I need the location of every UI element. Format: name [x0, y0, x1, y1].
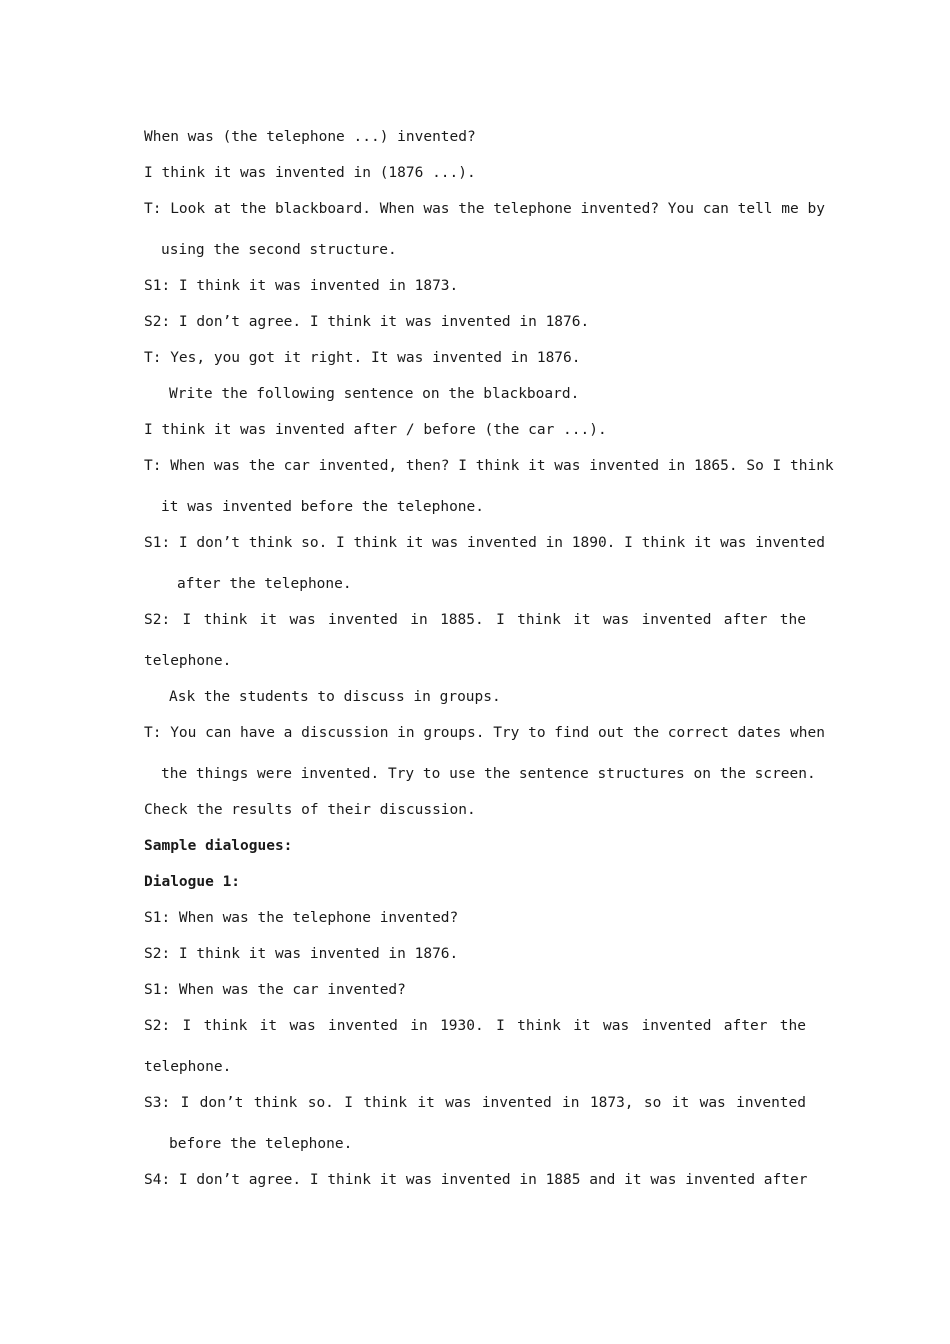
text-line: Check the results of their discussion.	[144, 802, 476, 818]
text-line: telephone.	[144, 653, 232, 669]
text-line: I think it was invented in (1876 ...).	[144, 165, 476, 181]
text-line: T: Look at the blackboard. When was the telephone invented? You can tell me by	[144, 201, 825, 217]
section-heading: Sample dialogues:	[144, 838, 293, 854]
text-line: S1: When was the car invented?	[144, 982, 406, 998]
text-line: S2: I think it was invented in 1885. I think it was invented after the	[144, 612, 806, 628]
text-line: after the telephone.	[177, 576, 352, 592]
text-line: T: You can have a discussion in groups. Try to find out the correct dates when	[144, 725, 825, 741]
text-line: S4: I don’t agree. I think it was invented in 1885 and it was invented after	[144, 1172, 808, 1188]
text-line: S1: I think it was invented in 1873.	[144, 278, 459, 294]
text-line: S1: I don’t think so. I think it was invented in 1890. I think it was invented	[144, 535, 825, 551]
text-line: it was invented before the telephone.	[161, 499, 485, 515]
text-line: When was (the telephone ...) invented?	[144, 129, 476, 145]
text-line: S2: I think it was invented in 1930. I think it was invented after the	[144, 1018, 806, 1034]
text-line: the things were invented. Try to use the sentence structures on the screen.	[161, 766, 816, 782]
text-line: S1: When was the telephone invented?	[144, 910, 459, 926]
text-line: T: Yes, you got it right. It was invented in 1876.	[144, 350, 581, 366]
text-line: using the second structure.	[161, 242, 397, 258]
text-line: S2: I think it was invented in 1876.	[144, 946, 459, 962]
text-line: Write the following sentence on the blackboard.	[169, 386, 580, 402]
text-line: before the telephone.	[169, 1136, 353, 1152]
text-line: telephone.	[144, 1059, 232, 1075]
text-line: I think it was invented after / before (the car ...).	[144, 422, 607, 438]
text-line: T: When was the car invented, then? I think it was invented in 1865. So I think	[144, 458, 834, 474]
subsection-heading: Dialogue 1:	[144, 874, 241, 890]
text-line: Ask the students to discuss in groups.	[169, 689, 501, 705]
text-line: S2: I don’t agree. I think it was invented in 1876.	[144, 314, 590, 330]
text-line: S3: I don’t think so. I think it was invented in 1873, so it was invented	[144, 1095, 806, 1111]
